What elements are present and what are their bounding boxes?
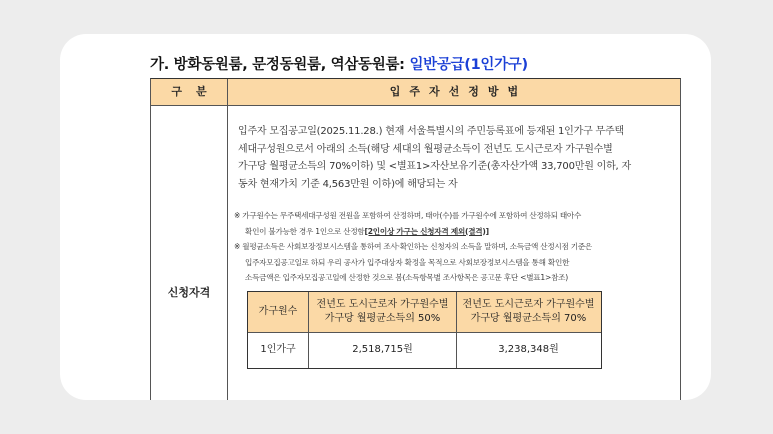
- heading-highlight: 일반공급(1인가구): [409, 57, 528, 73]
- note-household-line1: ※ 가구원수는 무주택세대구성원 전원을 포함하여 산정하며, 태아(수)를 가구원수에 포함하여 산정하되 태아수: [234, 211, 582, 220]
- eligibility-notes: [234, 208, 674, 286]
- paragraph-line: 입주자 모집공고일(2025.11.28.) 현재 서울특별시의 주민등록표에 등재된 1인가구 무주택: [238, 126, 624, 137]
- income-cell-50: 2,518,715원: [352, 344, 413, 355]
- income-header-household: 가구원수: [258, 306, 298, 317]
- note-income-line3: 소득금액은 입주자모집공고일에 산정한 것으로 봄(소득항목별 조사항목은 공고문 후단 <별표1>참조): [245, 273, 568, 282]
- income-table: [247, 291, 602, 369]
- paragraph-line: 세대구성원으로서 아래의 소득(해당 세대의 월평균소득이 전년도 도시근로자 가구원수별: [238, 143, 613, 155]
- income-header-50: 전년도 도시근로자 가구원수별 가구당 월평균소득의 50%: [316, 299, 449, 324]
- note-household-line2: [234, 224, 674, 240]
- heading-prefix: 가. 방화동원룸, 문정동원룸, 역삼동원룸:: [150, 57, 405, 73]
- eligibility-paragraph: [238, 123, 663, 193]
- header-selection-method: 입주자선정방법: [389, 85, 528, 98]
- income-header-70: 전년도 도시근로자 가구원수별 가구당 월평균소득의 70%: [462, 299, 595, 324]
- row-label-eligibility: 신청자격: [167, 286, 211, 299]
- selection-table: [150, 78, 681, 400]
- note-income-line1: ※ 월평균소득은 사회보장정보시스템을 통하여 조사·확인하는 신청자의 소득을 말하며, 소득금액 산정시점 기준은: [234, 242, 593, 251]
- row-label-cell: [151, 106, 228, 400]
- note-household-exclusion: [2인이상 가구는 신청자격 제외(결격)]: [364, 226, 489, 236]
- note-income-line2: 입주자모집공고일로 하되 우리 공사가 입주대상자 확정을 목적으로 사회보장정보시스템을 통해 확인한: [245, 257, 570, 267]
- table-header-row: [151, 79, 680, 106]
- header-category: 구분: [151, 79, 228, 105]
- income-cell-70: 3,238,348원: [498, 344, 559, 355]
- paragraph-line: 가구당 월평균소득의 70%이하) 및 <별표1>자산보유기준(총자산가액 33,700만원 이하, 자: [238, 161, 631, 172]
- eligibility-content: [228, 106, 680, 400]
- section-heading: [150, 53, 528, 74]
- note-household-text: 확인이 불가능한 경우 1인으로 산정함: [245, 226, 365, 236]
- income-cell-household: 1인가구: [260, 344, 296, 355]
- paragraph-line: 동차 현재가치 기준 4,563만원 이하)에 해당되는 자: [238, 178, 458, 190]
